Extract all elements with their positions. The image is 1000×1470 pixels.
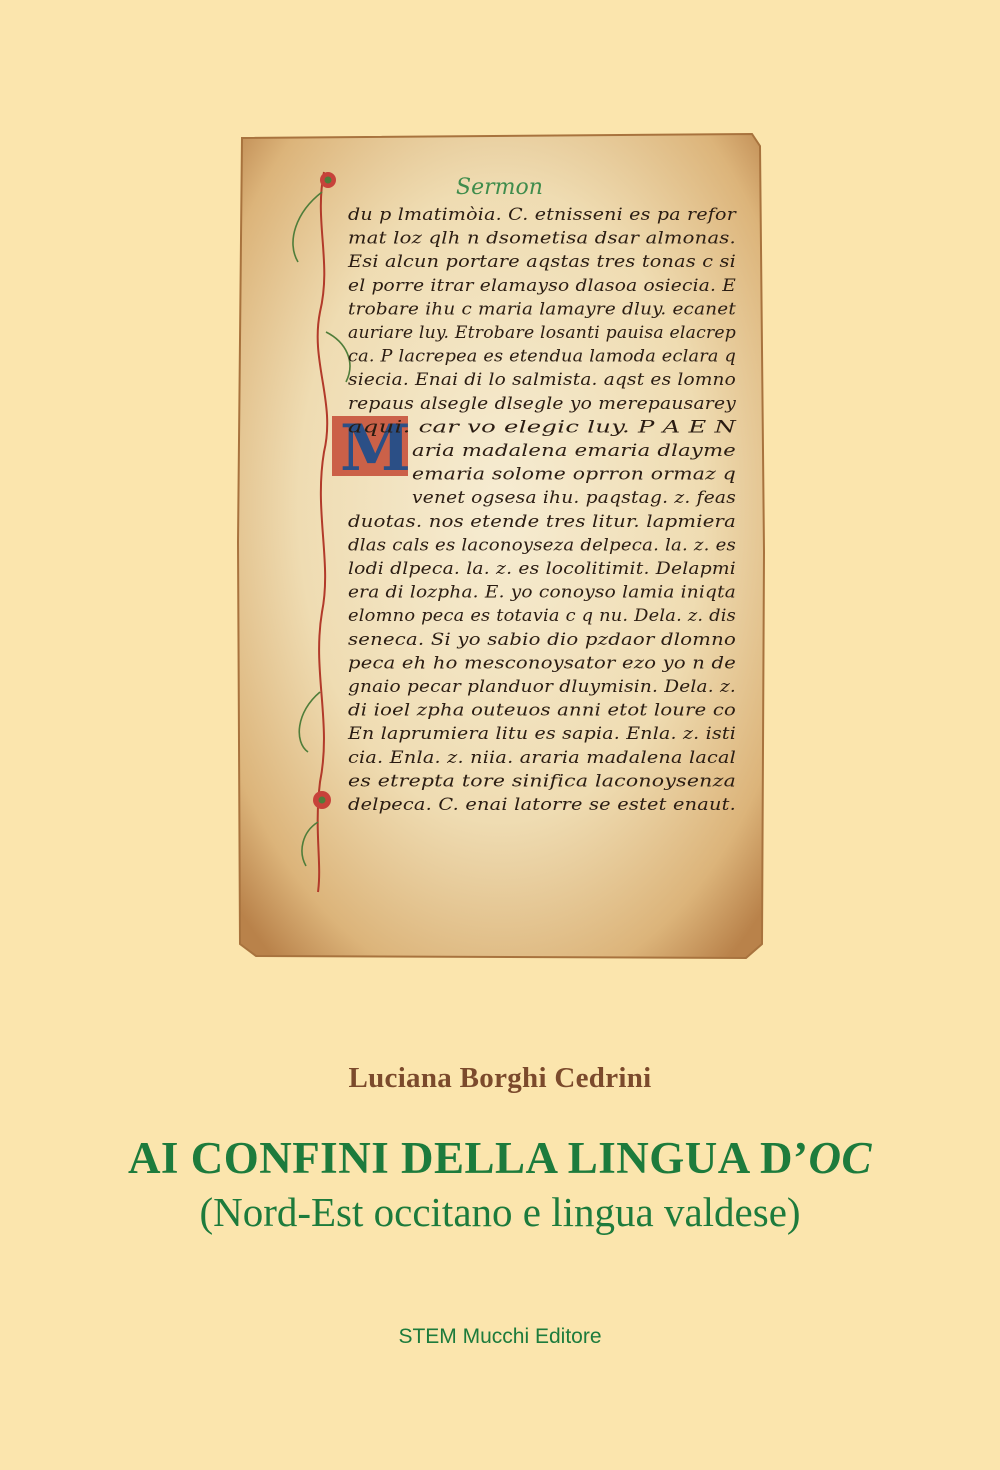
manuscript-line: delpeca. C. enai latorre se estet enaut. <box>348 795 736 815</box>
manuscript-line: trobare ihu c maria lamayre dluy. ecanet <box>348 299 736 320</box>
manuscript-line: Esi alcun portare aqstas tres tonas c si <box>346 252 736 273</box>
manuscript-line: cia. Enla. z. niia. araria madalena lacal <box>348 747 736 768</box>
manuscript-image <box>236 132 766 960</box>
manuscript-line: dlas cals es laconoyseza delpeca. la. z. es <box>348 535 737 556</box>
illuminated-initial: M <box>340 411 411 486</box>
manuscript-line: repaus alsegle dlsegle yo merepausarey <box>348 393 737 414</box>
manuscript-line: elomno peca es totavia c q nu. Dela. z. dis <box>348 606 737 627</box>
manuscript-line: gnaio pecar planduor dluymisin. Dela. z. <box>348 677 736 697</box>
publisher-name: STEM Mucchi Editore <box>398 1325 602 1348</box>
manuscript-line: es etrepta tore sinifica laconoysenza <box>348 771 736 792</box>
manuscript-line: seneca. Si yo sabio dio pzdaor dlomno <box>348 629 736 650</box>
manuscript-line: venet ogsesa ihu. paqstag. z. feas <box>412 488 737 509</box>
manuscript-line: aqui. car vo elegic luy. P A E N <box>348 417 738 438</box>
manuscript-line: siecia. Enai di lo salmista. aqst es lomno <box>348 370 736 391</box>
manuscript-line: En laprumiera litu es sapia. Enla. z. isti <box>346 724 736 745</box>
manuscript-line: peca eh ho mesconoysator ezo yo n de <box>348 653 736 674</box>
book-subtitle: (Nord-Est occitano e lingua valdese) <box>199 1189 801 1235</box>
manuscript-line: di ioel zpha outeuos anni etot loure co <box>348 700 736 721</box>
manuscript-line: du p lmatimòia. C. etnisseni es pa refor <box>348 205 737 225</box>
manuscript-line: era di lozpha. E. yo conoyso lamia iniqta <box>348 582 736 603</box>
author-name: Luciana Borghi Cedrini <box>348 1062 652 1094</box>
manuscript-line: auriare luy. Etrobare losanti pauisa elacrep <box>348 323 736 343</box>
manuscript-line: el porre itrar elamayso dlasoa osiecia. E <box>348 275 737 296</box>
manuscript-line: mat loz qlh n dsometisa dsar almonas. <box>348 228 736 249</box>
manuscript-line: ca. P lacrepea es etendua lamoda eclara q <box>348 346 736 367</box>
manuscript-line: emaria solome oprron ormaz q <box>412 464 736 485</box>
manuscript-line: duotas. nos etende tres litur. lapmiera <box>348 511 736 532</box>
book-title <box>0 1132 1000 1184</box>
manuscript-heading: Sermon <box>456 175 543 200</box>
manuscript-line: aria madalena emaria dlayme <box>412 441 736 461</box>
manuscript-line: lodi dlpeca. la. z. es locolitimit. Delapmi <box>348 559 736 579</box>
title-main: AI CONFINI DELLA LINGUA D’ <box>127 1133 809 1183</box>
title-italic: OC <box>808 1133 873 1183</box>
